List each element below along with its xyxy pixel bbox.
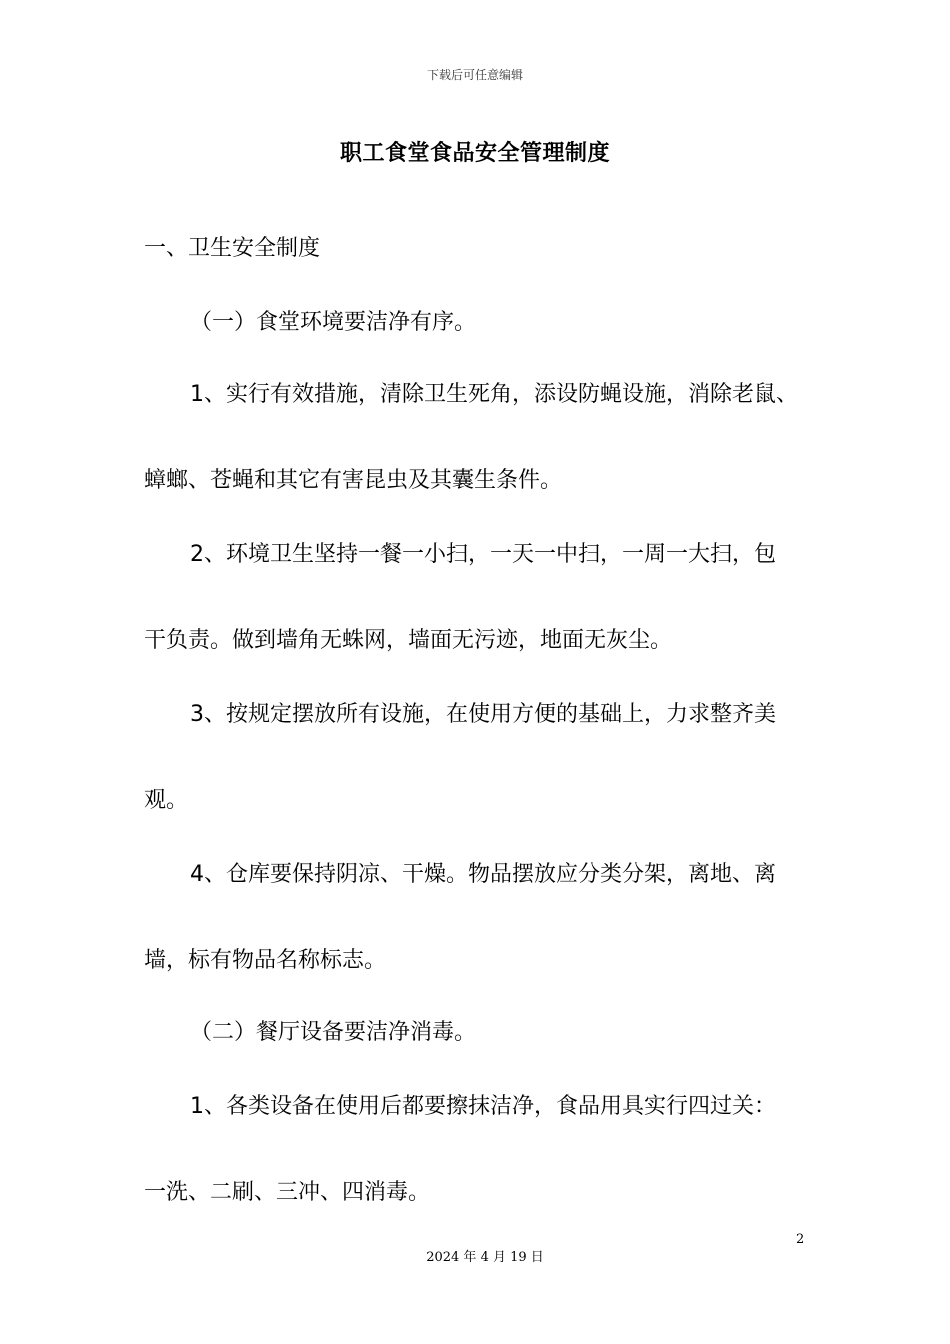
paragraph-line: 1、实行有效措施，清除卫生死角，添设防蝇设施，消除老鼠、 <box>190 382 798 407</box>
page-number: 2 <box>796 1232 805 1247</box>
paragraph-line: 1、各类设备在使用后都要擦抹洁净，食品用具实行四过关： <box>190 1094 776 1119</box>
paragraph-line: 2、环境卫生坚持一餐一小扫，一天一中扫，一周一大扫，包 <box>190 542 776 567</box>
document-title: 职工食堂食品安全管理制度 <box>339 141 610 166</box>
header-note: 下载后可任意编辑 <box>426 68 523 82</box>
paragraph-line: 墙，标有物品名称标志。 <box>144 948 387 973</box>
subsection-heading-equipment: （二）餐厅设备要洁净消毒。 <box>190 1020 477 1045</box>
paragraph-line: 观。 <box>144 788 189 813</box>
section-heading-hygiene: 一、卫生安全制度 <box>144 236 321 261</box>
paragraph-line: 4、仓库要保持阴凉、干燥。物品摆放应分类分架，离地、离 <box>190 862 776 887</box>
footer-date: 2024 年 4 月 19 日 <box>426 1250 544 1265</box>
subsection-heading-environment: （一）食堂环境要洁净有序。 <box>190 310 477 335</box>
paragraph-line: 一洗、二刷、三冲、四消毒。 <box>144 1180 431 1205</box>
paragraph-line: 3、按规定摆放所有设施，在使用方便的基础上，力求整齐美 <box>190 702 776 727</box>
paragraph-line: 蟑螂、苍蝇和其它有害昆虫及其囊生条件。 <box>144 468 563 493</box>
paragraph-line: 干负责。做到墙角无蛛网，墙面无污迹，地面无灰尘。 <box>144 628 673 653</box>
